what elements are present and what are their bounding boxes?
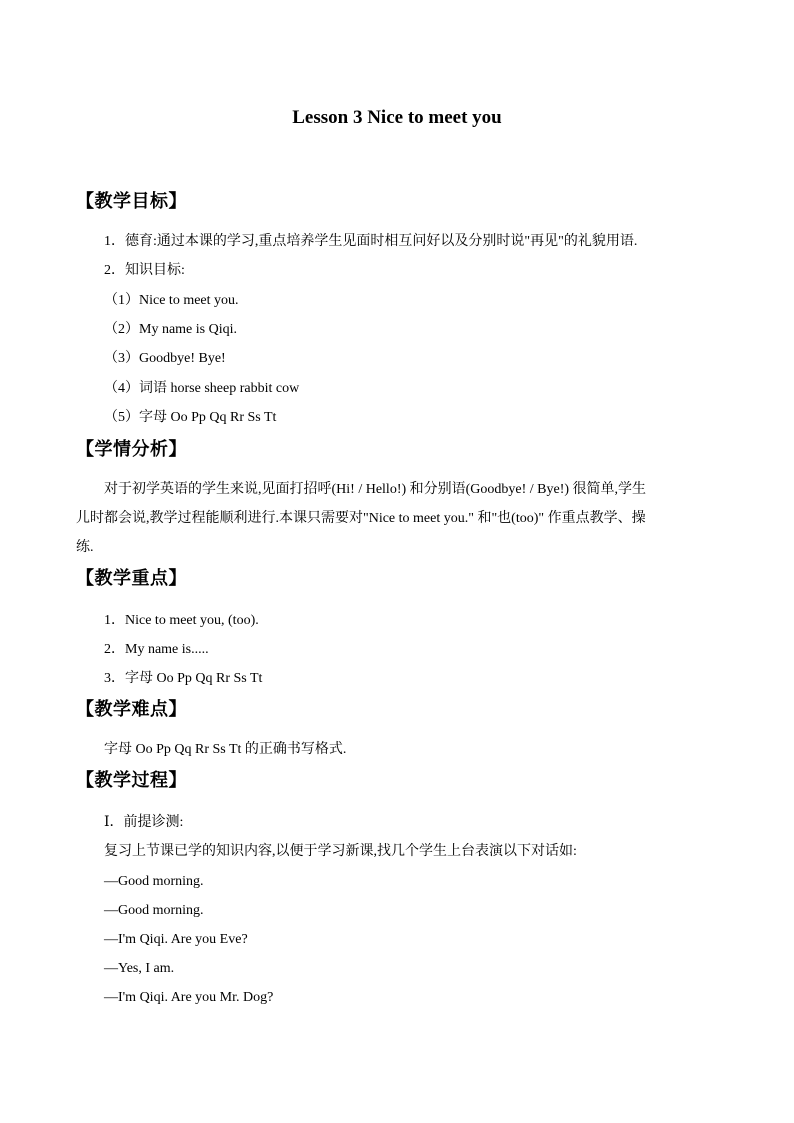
dialogue-line: —I'm Qiqi. Are you Mr. Dog? (104, 990, 274, 1005)
objective-item: （2）My name is Qiqi. (104, 322, 237, 337)
analysis-line: 练. (76, 540, 94, 555)
dialogue-line: —Yes, I am. (104, 961, 175, 976)
dialogue-line: —I'm Qiqi. Are you Eve? (104, 932, 248, 947)
heading-objectives: 【教学目标】 (76, 191, 187, 212)
objective-item: 2．知识目标: (104, 263, 185, 278)
objective-item: （5）字母 Oo Pp Qq Rr Ss Tt (104, 410, 277, 425)
heading-difficulties: 【教学难点】 (76, 699, 187, 720)
objective-item: （1）Nice to meet you. (104, 293, 239, 308)
lesson-title: Lesson 3 Nice to meet you (292, 107, 502, 128)
key-point-item: 2．My name is..... (104, 642, 209, 657)
process-line: 复习上节课已学的知识内容,以便于学习新课,找几个学生上台表演以下对话如: (104, 844, 577, 859)
objective-item: （4）词语 horse sheep rabbit cow (104, 381, 300, 396)
dialogue-line: —Good morning. (104, 874, 204, 889)
heading-process: 【教学过程】 (76, 770, 187, 791)
process-line: Ⅰ．前提诊测: (104, 815, 184, 830)
analysis-line: 儿时都会说,教学过程能顺利进行.本课只需要对"Nice to meet you." 和"也(too)" 作重点教学、操 (76, 511, 646, 526)
heading-key-points: 【教学重点】 (76, 568, 187, 589)
analysis-line: 对于初学英语的学生来说,见面打招呼(Hi! / Hello!) 和分别语(Goodbye! / Bye!) 很简单,学生 (104, 482, 647, 497)
objective-item: （3）Goodbye! Bye! (104, 351, 226, 366)
dialogue-line: —Good morning. (104, 903, 204, 918)
key-point-item: 1．Nice to meet you, (too). (104, 613, 259, 628)
key-point-item: 3．字母 Oo Pp Qq Rr Ss Tt (104, 671, 263, 686)
difficulty-text: 字母 Oo Pp Qq Rr Ss Tt 的正确书写格式. (104, 742, 347, 757)
objective-item: 1．德育:通过本课的学习,重点培养学生见面时相互问好以及分别时说"再见"的礼貌用语. (104, 234, 638, 249)
heading-analysis: 【学情分析】 (76, 439, 187, 460)
